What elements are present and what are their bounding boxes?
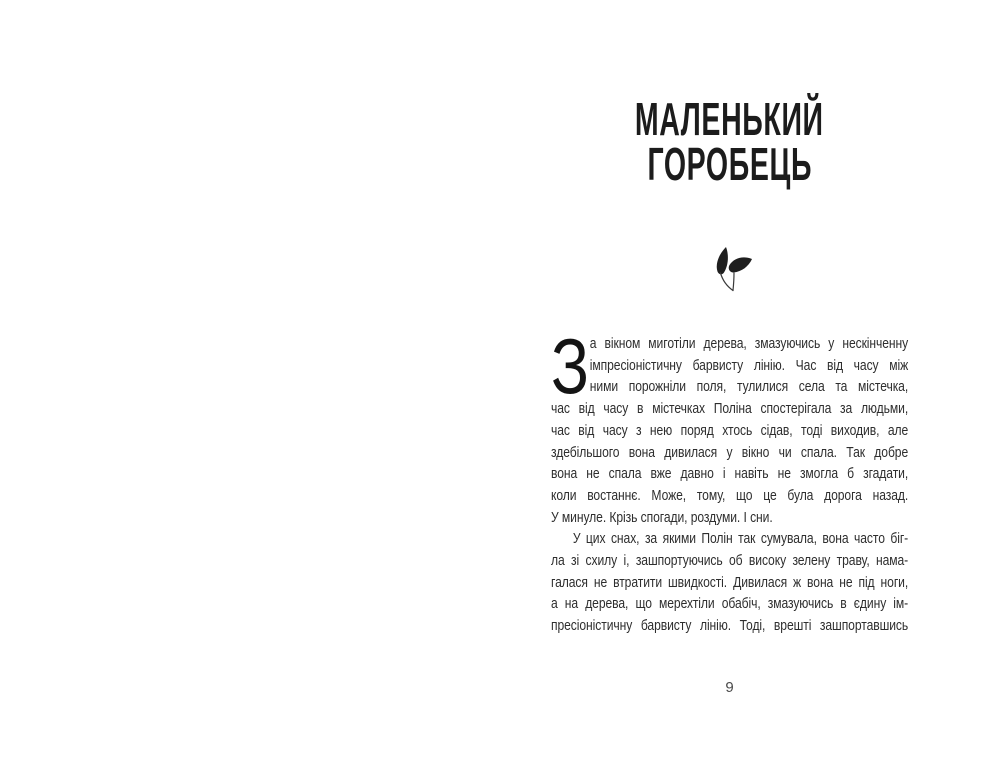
chapter-title <box>551 93 908 190</box>
chapter-title-line-1: МАЛЕНЬКИЙ <box>635 93 824 145</box>
drop-cap: З <box>551 322 589 410</box>
two-leaves-icon <box>706 242 760 296</box>
text-line: а на дерева, що мерехтіли обабіч, змазуючись в єдину ім- <box>551 595 909 613</box>
text-line: час від часу в містечках Поліна спостерігала за людьми, <box>551 400 909 418</box>
text-line: ла зі схилу і, зашпортуючись об високу зелену траву, нама- <box>551 552 909 570</box>
text-line: вона не спала вже давно і навіть не змогла б згадати, <box>551 465 909 483</box>
text-line: а вікном миготіли дерева, змазуючись у нескінченну <box>589 335 909 352</box>
text-line: ними порожніли поля, тулилися села та містечка, <box>589 378 909 396</box>
page-number: 9 <box>725 679 734 696</box>
text-line: У минуле. Крізь спогади, роздуми. І сни. <box>551 508 773 526</box>
text-line: пресіоністичну барвисту лінію. Тоді, врешті зашпортавшись <box>551 617 909 635</box>
text-line: здебільшого вона дивилася у вікно чи спала. Так добре <box>551 443 909 461</box>
body-text <box>551 322 909 637</box>
text-line: галася не втратити швидкості. Дивилася ж вона не під ноги, <box>551 573 909 591</box>
text-line: імпресіоністичну барвисту лінію. Час від часу між <box>589 356 909 374</box>
chapter-title-line-2: ГОРОБЕЦЬ <box>647 138 812 190</box>
text-line: коли востаннє. Може, тому, що це була дорога назад. <box>551 486 909 504</box>
text-line: час від часу з нею поряд хтось сідав, тоді виходив, але <box>551 421 909 439</box>
text-line: У цих снах, за якими Полін так сумувала, вона часто біг- <box>572 530 909 548</box>
